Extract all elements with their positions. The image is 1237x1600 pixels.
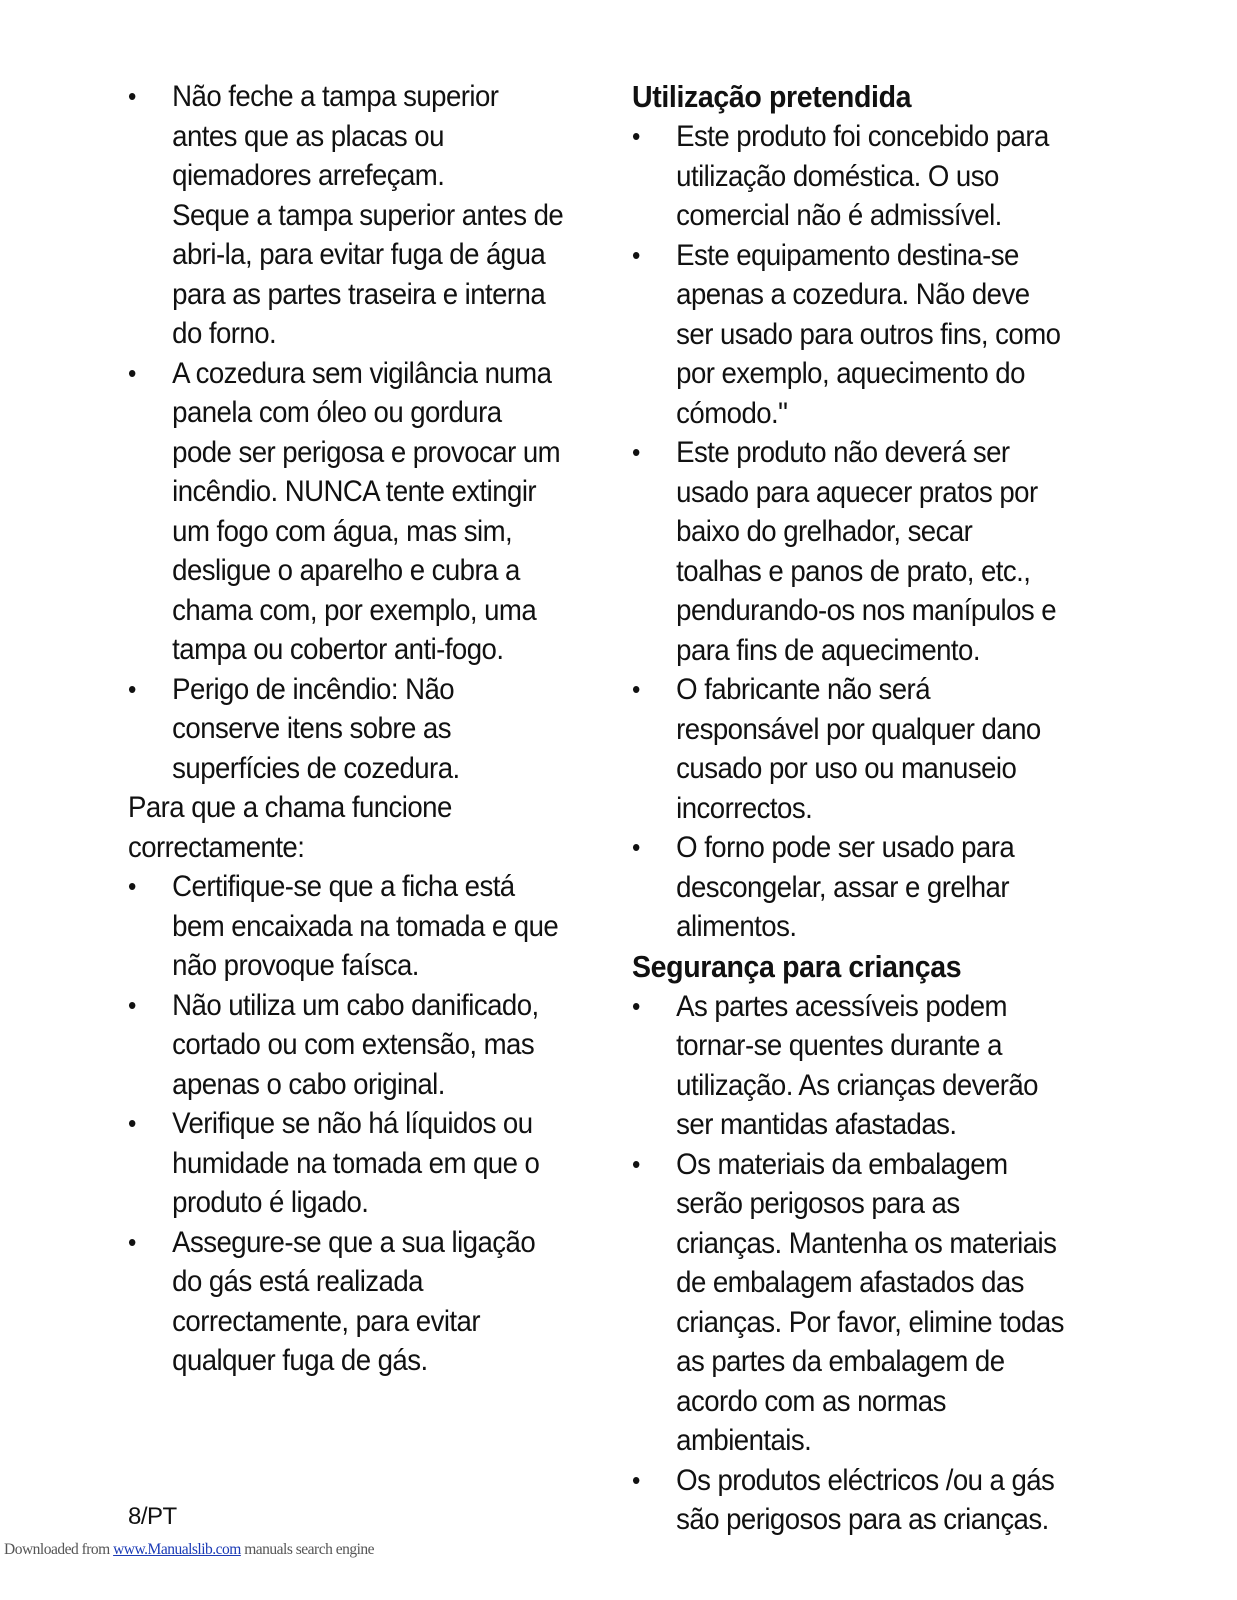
manualslib-link[interactable]: www.Manualslib.com [113,1541,241,1558]
list-item-text: Certifique-se que a ficha está bem encaixada na tomada e que não provoque faísca. [172,870,559,982]
list-item-text: O fabricante não será responsável por qualquer dano cusado por uso ou manuseio incorrectos. [676,673,1041,825]
page-number: 8/PT [128,1503,177,1530]
bullet-icon: • [632,1464,640,1495]
list-item [632,670,1064,828]
list-item-text: Este produto não deverá ser usado para aquecer pratos por baixo do grelhador, secar toalhas e panos de prato, etc., pendurando-os nos manípulos e para fins de aquecimento. [676,436,1057,667]
bullet-icon: • [632,674,640,704]
bullet-icon: • [128,81,136,111]
list-item [128,670,565,789]
bullet-icon: • [128,1108,136,1138]
list-item [632,987,1064,1145]
list-item [632,1461,1064,1540]
bullet-icon: • [128,673,136,704]
list-item [128,354,565,670]
list-item [128,77,565,354]
list-item-text: A cozedura sem vigilância numa panela com óleo ou gordura pode ser perigosa e provocar um incêndio. NUNCA tente extingir um fogo com água, mas sim, desligue o aparelho e cubra a chama com, por exemplo, uma tampa ou cobertor anti-fogo. [172,356,561,666]
list-item-text: Não utiliza um cabo danificado, cortado ou com extensão, mas apenas o cabo original. [172,988,539,1101]
list-item-text: Os produtos eléctricos /ou a gás são perigosos para as crianças. [676,1463,1055,1536]
list-item-text: Este produto foi concebido para utilização doméstica. O uso comercial não é admissível. [676,120,1049,232]
list-item [632,433,1064,670]
list-item [632,828,1064,947]
download-footer [4,1541,374,1559]
paragraph: Para que a chama funcione correctamente: [128,791,452,864]
footer-suffix: manuals search engine [240,1541,375,1558]
list-item [632,236,1064,434]
bullet-icon: • [632,1148,640,1179]
section-heading: Segurança para crianças [632,948,962,984]
bullet-icon: • [632,990,640,1021]
bullet-icon: • [128,357,136,388]
list-item-text: Verifique se não há líquidos ou humidade na tomada em que o produto é ligado. [172,1107,540,1219]
list-item [632,1145,1064,1461]
bullet-icon: • [632,832,640,862]
bullet-icon: • [128,989,136,1020]
list-item [128,986,565,1105]
bullet-icon: • [128,871,136,901]
list-item [128,1223,565,1381]
list-item-text: As partes acessíveis podem tornar-se quentes durante a utilização. As crianças deverão ser mantidas afastadas. [676,989,1038,1141]
section-heading: Utilização pretendida [632,79,912,114]
list-item [632,117,1064,236]
bullet-icon: • [632,437,640,467]
list-item-text: Assegure-se que a sua ligação do gás está realizada correctamente, para evitar qualquer fuga de gás. [172,1225,536,1377]
list-item [128,867,565,986]
footer-prefix: Downloaded from [4,1541,114,1558]
list-item-text: Não feche a tampa superior antes que as placas ou qiemadores arrefeçam. [172,80,499,192]
list-item-continuation: Seque a tampa superior antes de abri-la, para evitar fuga de água para as partes traseira e interna do forno. [172,198,564,350]
bullet-icon: • [632,239,640,270]
bullet-icon: • [632,121,640,151]
left-column [128,77,565,1381]
bullet-icon: • [128,1226,136,1257]
list-item-text: Este equipamento destina-se apenas a cozedura. Não deve ser usado para outros fins, como por exemplo, aquecimento do cómodo." [676,238,1061,430]
list-item-text: O forno pode ser usado para descongelar, assar e grelhar alimentos. [676,831,1015,943]
right-column [632,77,1102,1540]
list-item-text: Os materiais da embalagem serão perigosos para as crianças. Mantenha os materiais de embalagem afastados das crianças. Por favor, elimine todas as partes da embalagem de acordo com as normas ambientais. [676,1147,1064,1457]
list-item-text: Perigo de incêndio: Não conserve itens sobre as superfícies de cozedura. [172,672,460,785]
list-item [128,1104,565,1223]
